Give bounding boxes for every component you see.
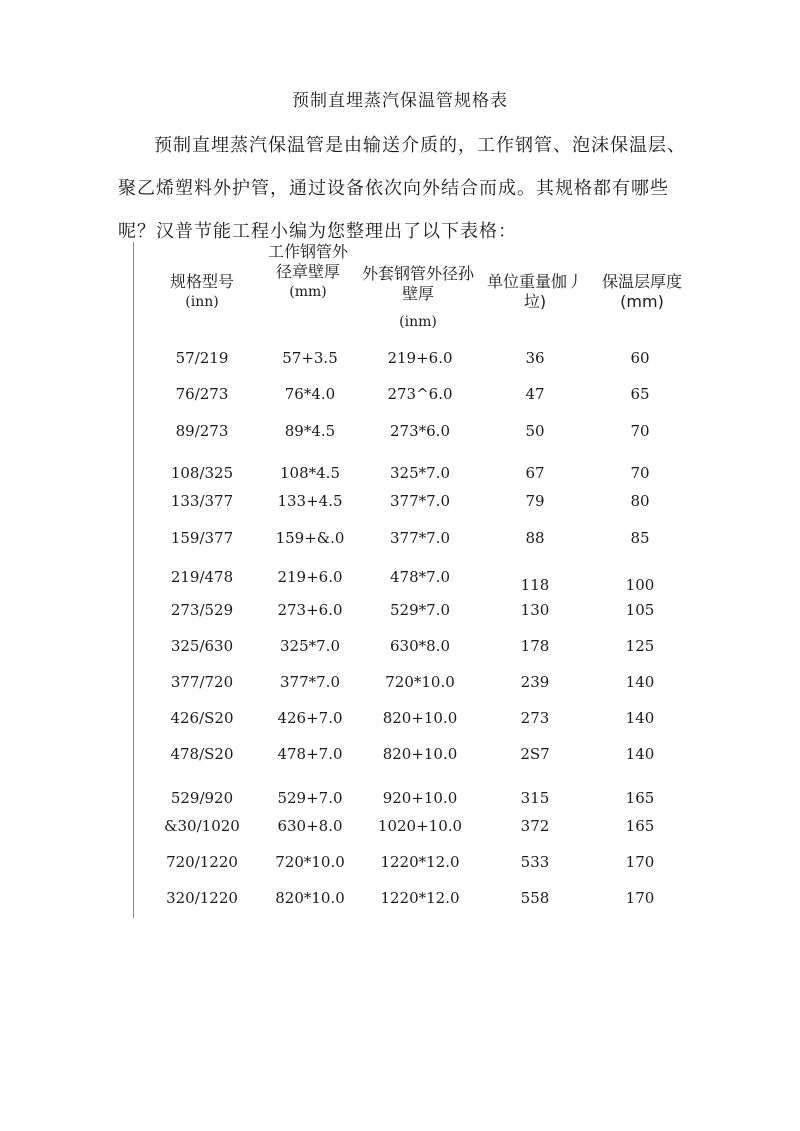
cell-unit-weight: 88 xyxy=(525,529,545,547)
cell-model: 529/920 xyxy=(170,789,234,807)
cell-outer-pipe: 1020+10.0 xyxy=(377,817,463,835)
table-row xyxy=(0,598,800,622)
header-outer-pipe: 外套钢管外径孙壁厚 (inm) xyxy=(362,264,475,330)
cell-model: &30/1020 xyxy=(164,817,240,835)
cell-outer-pipe: 820+10.0 xyxy=(382,709,458,727)
table-row xyxy=(0,814,800,838)
header-model: 规格型号 (inn) xyxy=(169,272,234,310)
cell-model: 377/720 xyxy=(170,673,234,691)
intro-paragraph: 预制直埋蒸汽保温管是由输送介质的，工作钢管、泡沫保温层、聚乙烯塑料外护管，通过设备依次向外结合而成。其规格都有哪些呢？汉普节能工程小编为您整理出了以下表格： xyxy=(118,135,686,242)
cell-unit-weight: 315 xyxy=(520,789,550,807)
cell-outer-pipe: 377*7.0 xyxy=(390,529,450,547)
cell-insulation-thickness: 140 xyxy=(625,709,655,727)
cell-insulation-thickness: 170 xyxy=(625,853,655,871)
cell-insulation-thickness: 70 xyxy=(630,422,650,440)
cell-outer-pipe: 529*7.0 xyxy=(390,601,450,619)
table-row xyxy=(0,634,800,658)
cell-outer-pipe: 1220*12.0 xyxy=(380,853,460,871)
cell-unit-weight: 372 xyxy=(520,817,550,835)
cell-insulation-thickness: 65 xyxy=(630,385,650,403)
cell-outer-pipe: 920+10.0 xyxy=(382,789,458,807)
cell-work-pipe: 133+4.5 xyxy=(277,492,343,510)
cell-model: 76/273 xyxy=(175,385,229,403)
cell-work-pipe: 478+7.0 xyxy=(277,745,343,763)
document-title: 预制直埋蒸汽保温管规格表 xyxy=(292,91,508,111)
cell-insulation-thickness: 125 xyxy=(625,637,655,655)
table-row xyxy=(0,850,800,874)
cell-insulation-thickness: 165 xyxy=(625,817,655,835)
cell-outer-pipe: 820+10.0 xyxy=(382,745,458,763)
cell-model: 133/377 xyxy=(170,492,234,510)
cell-insulation-thickness: 140 xyxy=(625,745,655,763)
cell-model: 108/325 xyxy=(170,464,234,482)
cell-outer-pipe: 273^6.0 xyxy=(387,385,453,403)
cell-model: 89/273 xyxy=(175,422,229,440)
cell-insulation-thickness: 170 xyxy=(625,889,655,907)
cell-model: 720/1220 xyxy=(166,853,238,871)
cell-work-pipe: 720*10.0 xyxy=(275,853,345,871)
cell-work-pipe: 630+8.0 xyxy=(277,817,343,835)
cell-insulation-thickness: 80 xyxy=(630,492,650,510)
cell-unit-weight: 47 xyxy=(525,385,545,403)
table-row xyxy=(0,742,800,766)
cell-outer-pipe: 325*7.0 xyxy=(390,464,450,482)
cell-insulation-thickness: 70 xyxy=(630,464,650,482)
cell-work-pipe: 426+7.0 xyxy=(277,709,343,727)
header-unit-weight: 单位重量伽丿垃) xyxy=(486,272,583,311)
cell-insulation-thickness: 85 xyxy=(630,529,650,547)
cell-unit-weight: 2S7 xyxy=(520,745,550,763)
header-work-pipe: 工作钢管外径章壁厚 (mm) xyxy=(267,242,348,300)
table-row xyxy=(0,670,800,694)
cell-unit-weight: 118 xyxy=(520,576,550,594)
cell-model: 426/S20 xyxy=(170,709,234,727)
table-row xyxy=(0,526,800,550)
cell-unit-weight: 36 xyxy=(525,349,545,367)
cell-unit-weight: 558 xyxy=(520,889,550,907)
cell-insulation-thickness: 60 xyxy=(630,349,650,367)
cell-outer-pipe: 1220*12.0 xyxy=(380,889,460,907)
cell-outer-pipe: 377*7.0 xyxy=(390,492,450,510)
cell-outer-pipe: 219+6.0 xyxy=(387,349,453,367)
cell-model: 325/630 xyxy=(170,637,234,655)
cell-outer-pipe: 720*10.0 xyxy=(385,673,455,691)
cell-outer-pipe: 273*6.0 xyxy=(390,422,450,440)
cell-insulation-thickness: 105 xyxy=(625,601,655,619)
cell-model: 320/1220 xyxy=(166,889,238,907)
cell-work-pipe: 159+&.0 xyxy=(275,529,345,547)
table-row xyxy=(0,786,800,810)
cell-unit-weight: 273 xyxy=(520,709,550,727)
cell-work-pipe: 273+6.0 xyxy=(277,601,343,619)
cell-outer-pipe: 478*7.0 xyxy=(390,568,450,586)
cell-unit-weight: 130 xyxy=(520,601,550,619)
cell-work-pipe: 76*4.0 xyxy=(284,385,336,403)
table-row xyxy=(0,419,800,443)
cell-work-pipe: 529+7.0 xyxy=(277,789,343,807)
cell-model: 159/377 xyxy=(170,529,234,547)
header-insulation-thickness: 保温层厚度(mm) xyxy=(601,272,682,311)
table-row xyxy=(0,886,800,910)
table-row xyxy=(0,461,800,485)
cell-unit-weight: 178 xyxy=(520,637,550,655)
cell-unit-weight: 533 xyxy=(520,853,550,871)
cell-unit-weight: 50 xyxy=(525,422,545,440)
cell-work-pipe: 820*10.0 xyxy=(275,889,345,907)
cell-insulation-thickness: 140 xyxy=(625,673,655,691)
cell-work-pipe: 219+6.0 xyxy=(277,568,343,586)
cell-work-pipe: 377*7.0 xyxy=(280,673,340,691)
cell-work-pipe: 89*4.5 xyxy=(284,422,336,440)
cell-model: 273/529 xyxy=(170,601,234,619)
table-row xyxy=(0,565,800,594)
cell-work-pipe: 108*4.5 xyxy=(280,464,340,482)
cell-outer-pipe: 630*8.0 xyxy=(390,637,450,655)
cell-model: 478/S20 xyxy=(170,745,234,763)
table-row xyxy=(0,346,800,370)
cell-model: 219/478 xyxy=(170,568,234,586)
table-row xyxy=(0,706,800,730)
cell-unit-weight: 67 xyxy=(525,464,545,482)
cell-work-pipe: 325*7.0 xyxy=(280,637,340,655)
cell-work-pipe: 57+3.5 xyxy=(282,349,338,367)
cell-unit-weight: 79 xyxy=(525,492,545,510)
cell-unit-weight: 239 xyxy=(520,673,550,691)
cell-model: 57/219 xyxy=(175,349,229,367)
table-row xyxy=(0,489,800,513)
table-row xyxy=(0,382,800,406)
cell-insulation-thickness: 100 xyxy=(625,576,655,594)
cell-insulation-thickness: 165 xyxy=(625,789,655,807)
